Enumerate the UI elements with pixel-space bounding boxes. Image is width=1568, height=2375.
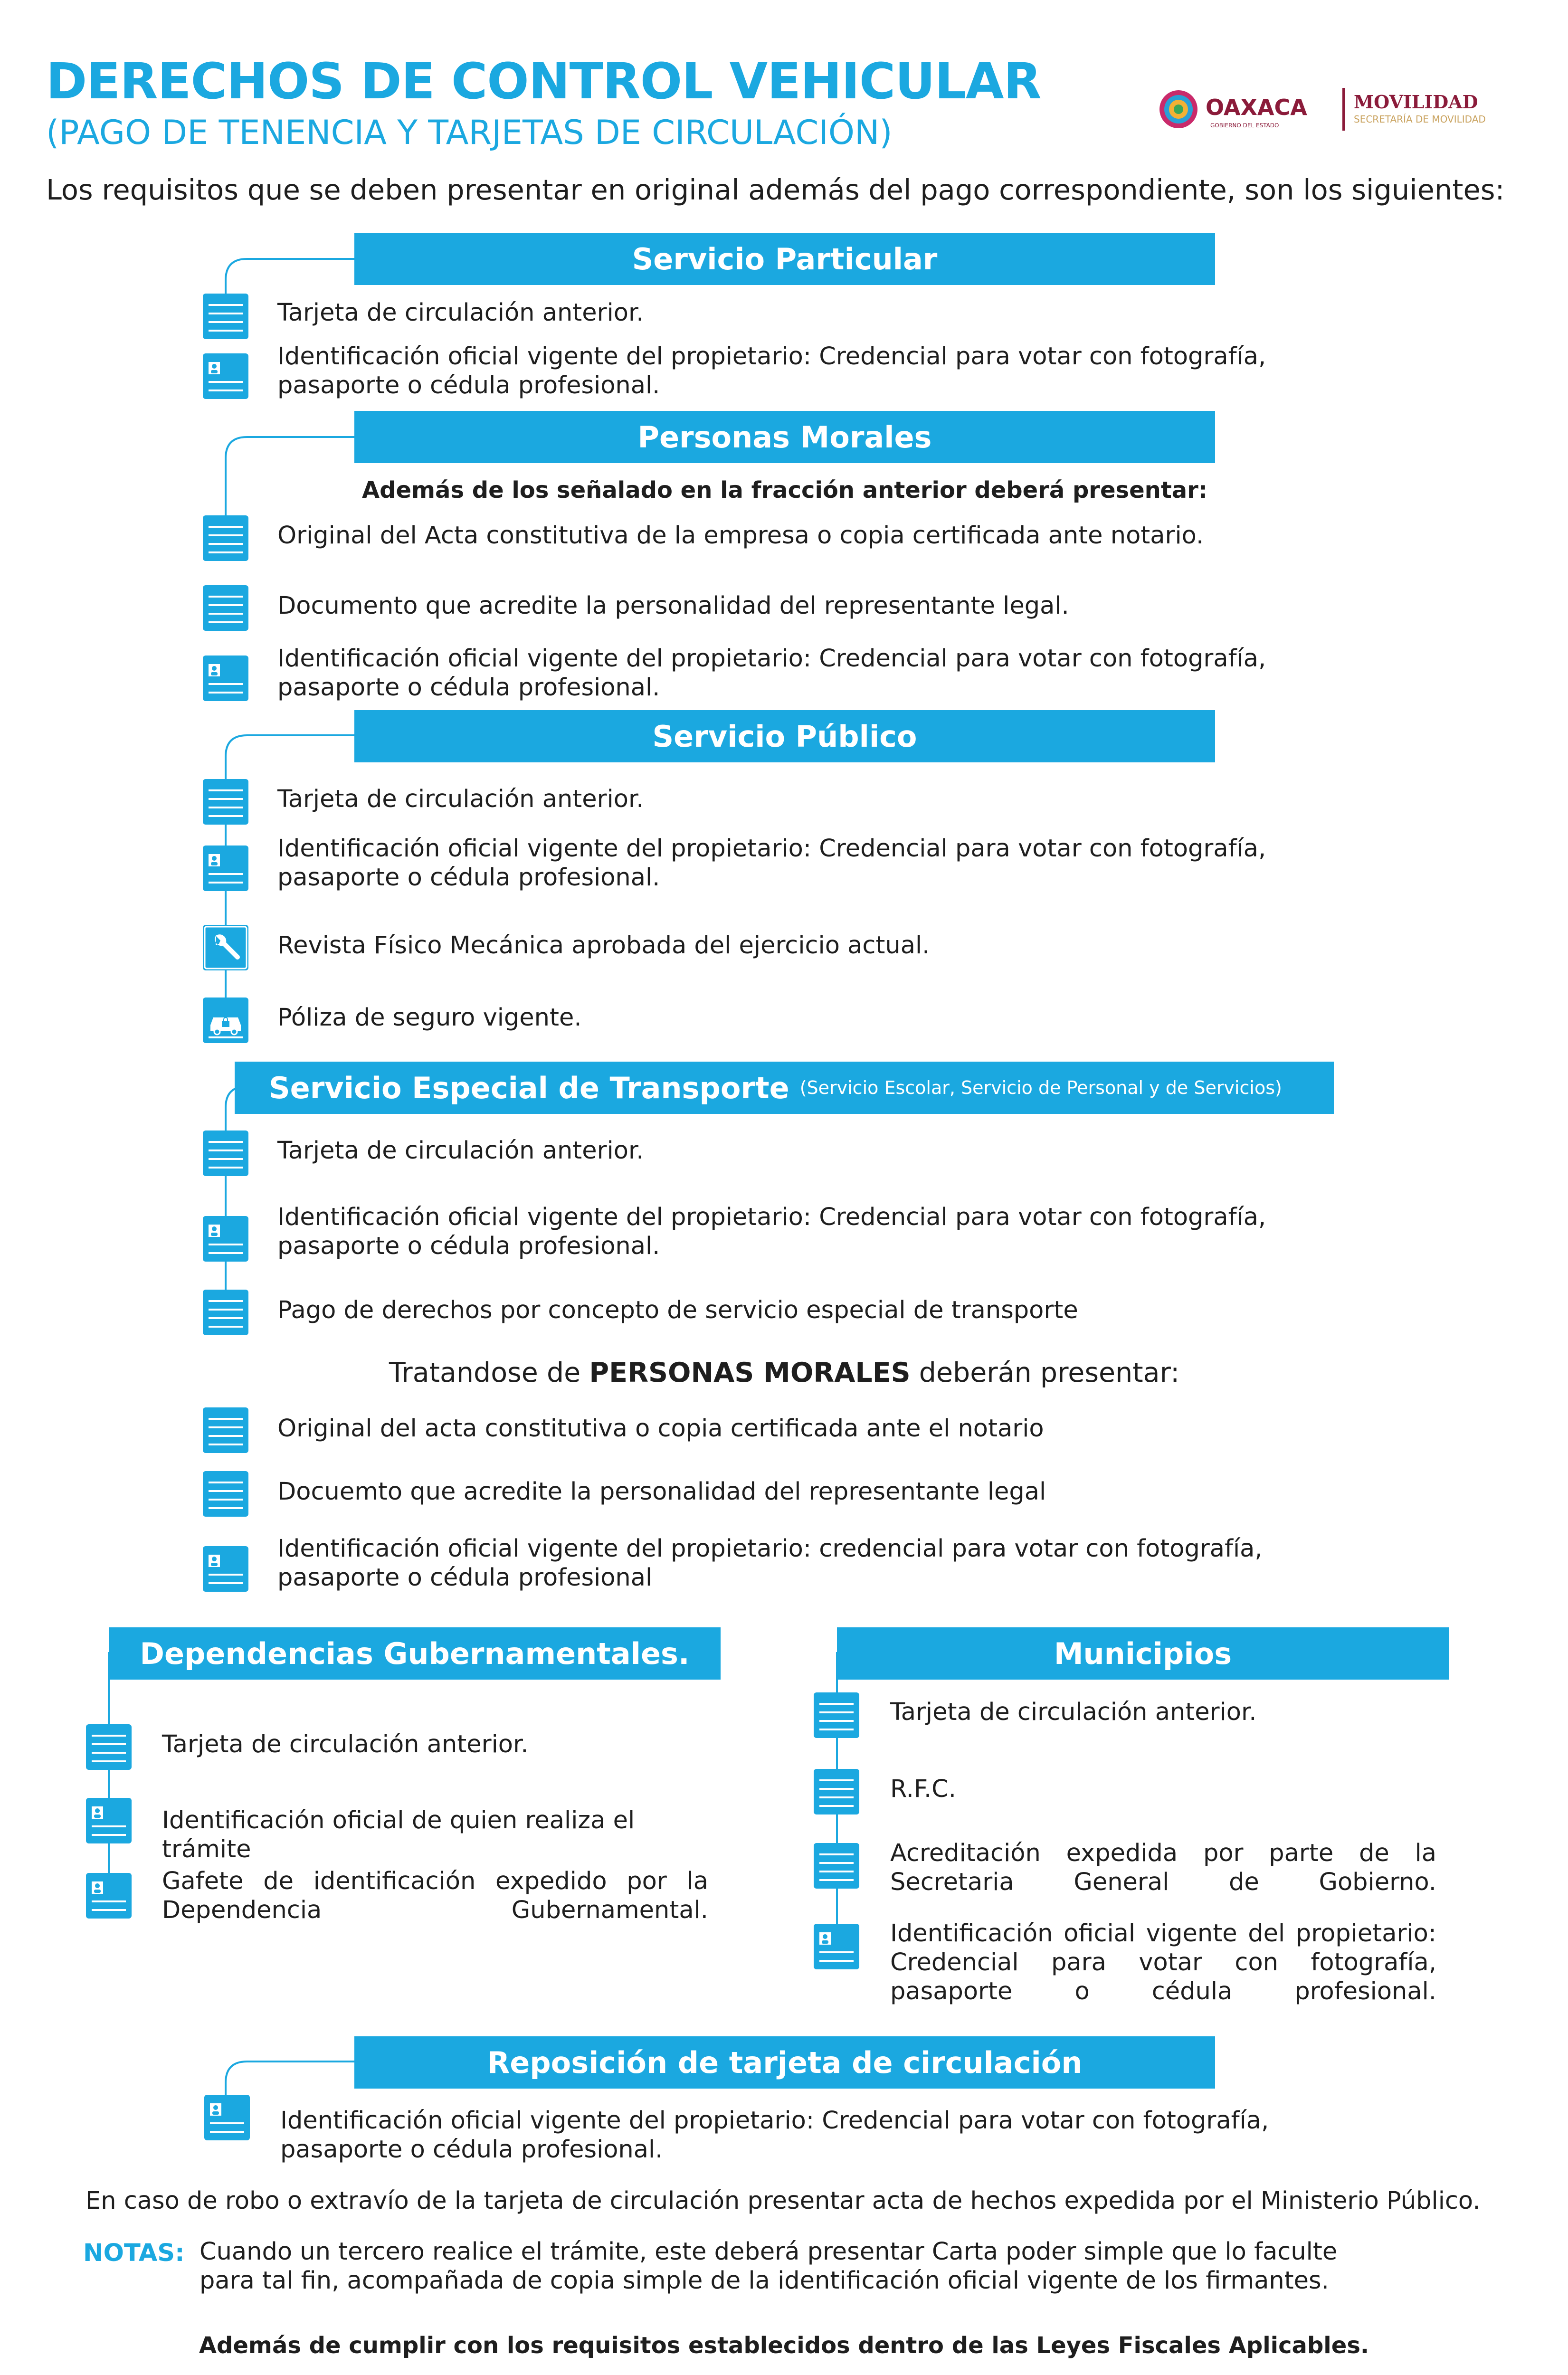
morales-note: Además de los señalado en la fracción anterior deberá presentar: <box>361 477 1208 504</box>
especial-item-2: Identificación oficial vigente del propietario: Credencial para votar con fotografía, pasaporte o cédula profesional. <box>277 1203 1266 1260</box>
id-card-icon <box>203 1546 248 1592</box>
document-icon <box>814 1692 859 1738</box>
publico-item-2: Identificación oficial vigente del propietario: Credencial para votar con fotografía, pasaporte o cédula profesional. <box>277 835 1266 892</box>
document-icon <box>203 779 248 825</box>
id-card-icon <box>203 1216 248 1262</box>
document-icon <box>203 294 248 339</box>
dependencias-item-1: Tarjeta de circulación anterior. <box>162 1730 529 1758</box>
document-icon <box>203 1290 248 1335</box>
document-icon <box>203 515 248 561</box>
municipios-item-1: Tarjeta de circulación anterior. <box>890 1698 1257 1726</box>
municipios-item-2: R.F.C. <box>890 1775 957 1803</box>
especial-morales-item-2: Docuemto que acredite la personalidad del representante legal <box>277 1478 1046 1506</box>
reposicion-item-1: Identificación oficial vigente del propietario: Credencial para votar con fotografía, pasaporte o cédula profesional. <box>280 2107 1269 2164</box>
municipios-item-4: Identificación oficial vigente del propietario: Credencial para votar con fotografía, pasaporte o cédula profesional. <box>890 1919 1436 2005</box>
car-insurance-icon <box>203 998 248 1043</box>
document-icon <box>203 1471 248 1517</box>
id-card-icon <box>814 1924 859 1969</box>
document-icon <box>203 585 248 631</box>
oaxaca-tagline: GOBIERNO DEL ESTADO <box>1210 122 1279 129</box>
wrench-icon <box>203 925 248 970</box>
id-card-icon <box>203 656 248 701</box>
morales-item-1: Original del Acta constitutiva de la empresa o copia certificada ante notario. <box>277 522 1204 550</box>
notes-text: Cuando un tercero realice el trámite, este deberá presentar Carta poder simple que lo faculte para tal fin, acompañada de copia simple de la identificación oficial vigente de los firmantes. <box>200 2238 1338 2295</box>
section-title-publico: Servicio Público <box>354 710 1215 762</box>
publico-item-4: Póliza de seguro vigente. <box>277 1004 582 1032</box>
document-icon <box>203 1407 248 1453</box>
particular-item-1: Tarjeta de circulación anterior. <box>277 299 644 327</box>
especial-morales-item-3: Identificación oficial vigente del propietario: credencial para votar con fotografía, pasaporte o cédula profesional <box>277 1535 1263 1592</box>
especial-item-1: Tarjeta de circulación anterior. <box>277 1137 644 1165</box>
id-card-icon <box>203 846 248 891</box>
notes-label: NOTAS: <box>83 2239 185 2267</box>
section-title-dependencias: Dependencias Gubernamentales. <box>109 1627 721 1680</box>
movilidad-wordmark: MOVILIDAD <box>1354 91 1478 113</box>
oaxaca-wordmark: OAXACA <box>1206 95 1307 120</box>
section-title-reposicion: Reposición de tarjeta de circulación <box>354 2036 1215 2089</box>
document-icon <box>814 1769 859 1814</box>
section-title-particular: Servicio Particular <box>354 233 1215 285</box>
section-title-municipios: Municipios <box>837 1627 1449 1680</box>
closing-note: Además de cumplir con los requisitos establecidos dentro de las Leyes Fiscales Aplicables. <box>199 2332 1369 2359</box>
especial-title: Servicio Especial de Transporte <box>269 1070 789 1105</box>
id-card-icon <box>204 2095 250 2140</box>
robo-note: En caso de robo o extravío de la tarjeta de circulación presentar acta de hechos expedida por el Ministerio Público. <box>86 2187 1481 2215</box>
id-card-icon <box>203 353 248 399</box>
especial-morales-heading: Tratandose de PERSONAS MORALES deberán presentar: <box>389 1357 1180 1388</box>
especial-title-note: (Servicio Escolar, Servicio de Personal y de Servicios) <box>799 1077 1282 1098</box>
especial-morales-item-1: Original del acta constitutiva o copia certificada ante el notario <box>277 1415 1044 1443</box>
particular-item-2: Identificación oficial vigente del propietario: Credencial para votar con fotografía, pasaporte o cédula profesional. <box>277 342 1266 399</box>
intro-text: Los requisitos que se deben presentar en original además del pago correspondiente, son los siguientes: <box>46 173 1505 206</box>
id-card-icon <box>86 1798 132 1843</box>
publico-item-1: Tarjeta de circulación anterior. <box>277 785 644 813</box>
movilidad-tagline: SECRETARÍA DE MOVILIDAD <box>1354 114 1486 125</box>
document-icon <box>203 1130 248 1176</box>
dependencias-item-3: Gafete de identificación expedido por la Dependencia Gubernamental. <box>162 1867 708 1924</box>
especial-item-3: Pago de derechos por concepto de servicio especial de transporte <box>277 1296 1078 1324</box>
morales-item-3: Identificación oficial vigente del propietario: Credencial para votar con fotografía, pasaporte o cédula profesional. <box>277 645 1266 702</box>
section-title-morales: Personas Morales <box>354 411 1215 463</box>
document-icon <box>814 1843 859 1889</box>
page-title: DERECHOS DE CONTROL VEHICULAR <box>46 52 1041 110</box>
municipios-item-3: Acreditación expedida por parte de la Secretaria General de Gobierno. <box>890 1839 1436 1896</box>
document-icon <box>86 1724 132 1770</box>
dependencias-item-2: Identificación oficial de quien realiza el trámite <box>162 1806 635 1863</box>
publico-item-3: Revista Físico Mecánica aprobada del ejercicio actual. <box>277 931 930 960</box>
page-subtitle: (PAGO DE TENENCIA Y TARJETAS DE CIRCULACIÓN) <box>46 113 893 152</box>
morales-item-2: Documento que acredite la personalidad del representante legal. <box>277 592 1069 620</box>
id-card-icon <box>86 1873 132 1919</box>
section-title-especial <box>235 1062 1334 1114</box>
